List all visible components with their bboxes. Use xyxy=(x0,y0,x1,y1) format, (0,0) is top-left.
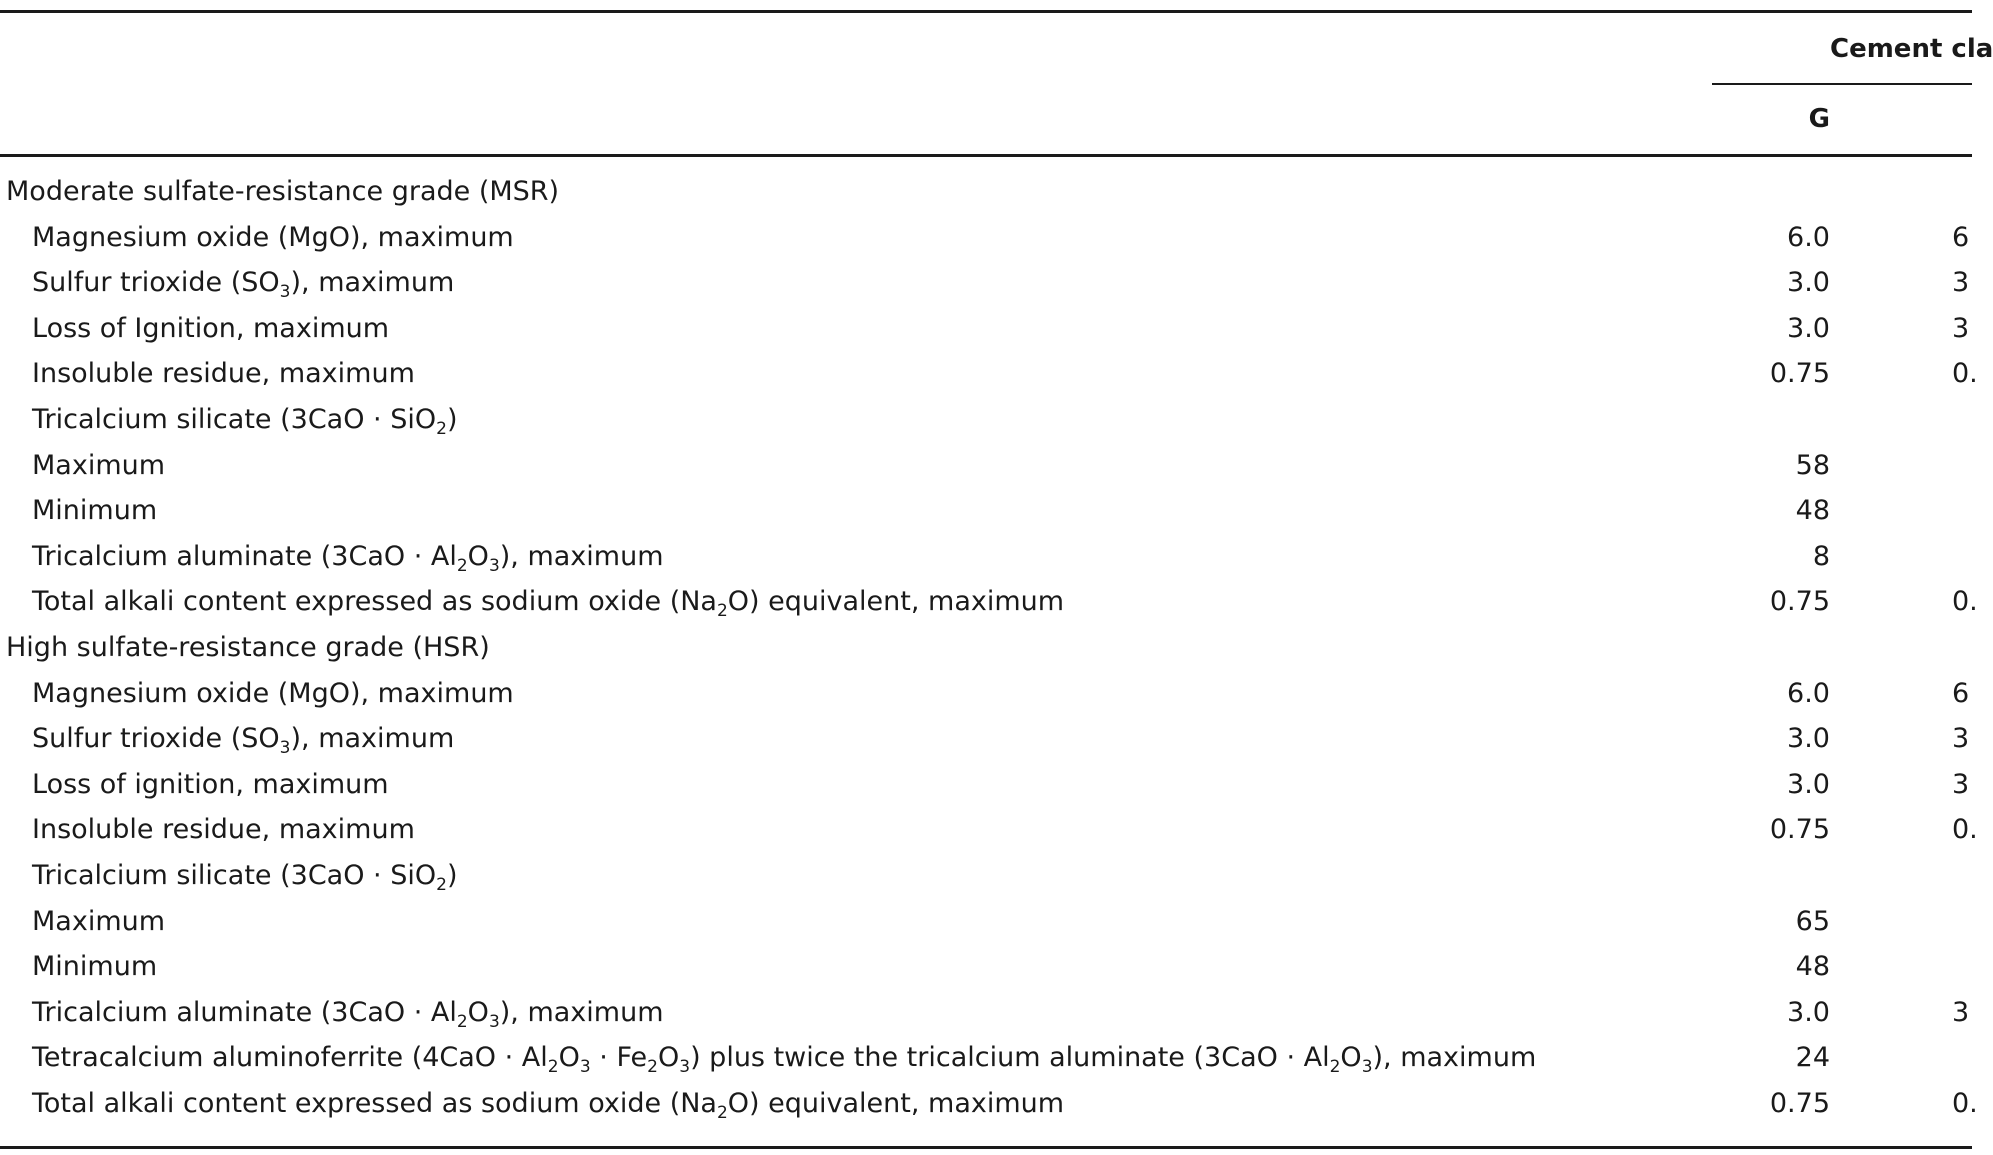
table-row xyxy=(0,715,1972,761)
row-label xyxy=(32,495,157,526)
table-row xyxy=(0,442,1972,488)
row-label-text: Tricalcium silicate (3CaO · SiO xyxy=(32,404,437,435)
table-top-rule xyxy=(0,10,1972,13)
row-label xyxy=(32,951,157,982)
row-label xyxy=(6,176,559,207)
row-label-subscript: 2 xyxy=(436,419,447,439)
row-label xyxy=(32,358,415,389)
value-g: 65 xyxy=(1795,905,1830,937)
row-label-text: Minimum xyxy=(32,495,158,527)
row-label-text: O xyxy=(467,996,489,1028)
row-label-subscript: 2 xyxy=(456,1011,468,1032)
row-label-subscript: 3 xyxy=(579,1057,591,1078)
value-g: 48 xyxy=(1795,951,1830,983)
table-group-row xyxy=(0,624,1972,670)
row-label-text: Tricalcium silicate (3CaO · SiO xyxy=(32,860,437,891)
table-row xyxy=(0,670,1972,716)
row-label xyxy=(32,450,165,481)
value-g: 48 xyxy=(1795,495,1830,527)
value-next-class: 0. xyxy=(1952,358,1978,390)
row-label-text: ), maximum xyxy=(290,267,455,299)
row-label-text: O) equivalent, maximum xyxy=(727,586,1065,618)
row-label-subscript: 2 xyxy=(456,555,468,576)
row-label-subscript: 2 xyxy=(716,601,728,622)
row-label-text: Magnesium oxide (MgO), maximum xyxy=(32,221,514,253)
table-row xyxy=(0,852,1972,898)
row-label-subscript: 3 xyxy=(1361,1057,1373,1078)
value-g: 0.75 xyxy=(1769,358,1830,390)
row-label xyxy=(32,678,514,709)
row-label-text: Loss of Ignition, maximum xyxy=(32,312,390,344)
row-label-text: Sulfur trioxide (SO xyxy=(32,723,280,755)
table-bottom-rule xyxy=(0,1146,1972,1149)
row-label-text: O xyxy=(657,1042,680,1074)
table-row xyxy=(0,305,1972,351)
column-header-g: G xyxy=(1808,104,1830,134)
table-row xyxy=(0,1080,1978,1126)
value-g: 3.0 xyxy=(1787,267,1830,299)
value-next-class: 0. xyxy=(1952,814,1978,846)
row-label-subscript: 2 xyxy=(1329,1057,1341,1078)
table-row xyxy=(0,943,1972,989)
table-row xyxy=(0,898,1972,944)
value-next-class: 3 xyxy=(1952,723,1970,755)
row-label-text: ), maximum xyxy=(499,540,664,572)
row-label-text: ), maximum xyxy=(290,723,455,755)
row-label-text: High sulfate-resistance grade (HSR) xyxy=(6,632,490,663)
value-next-class: 0. xyxy=(1952,1088,1978,1119)
row-label-subscript: 2 xyxy=(716,1103,728,1123)
table-row xyxy=(0,259,1972,305)
table-row xyxy=(0,533,1972,579)
row-label-text: Maximum xyxy=(32,905,166,937)
row-label xyxy=(32,586,1065,622)
row-label-text: Tetracalcium aluminoferrite (4CaO · Al xyxy=(32,1042,548,1074)
row-label-text: ) plus twice the tricalcium aluminate (3CaO · Al xyxy=(690,1042,1330,1074)
cement-class-group-header: Cement cla xyxy=(1830,34,1993,64)
row-label-text: Tricalcium aluminate (3CaO · Al xyxy=(32,996,457,1028)
row-label xyxy=(32,906,165,937)
value-next-class: 3 xyxy=(1952,768,1970,800)
header-bottom-rule xyxy=(0,154,1972,157)
value-next-class: 3 xyxy=(1952,312,1970,344)
row-label-text: O) equivalent, maximum xyxy=(727,1088,1065,1119)
table-row xyxy=(0,761,1972,807)
row-label-text: ) xyxy=(446,860,458,891)
row-label-subscript: 2 xyxy=(547,1057,559,1078)
row-label-subscript: 2 xyxy=(436,875,447,895)
value-g: 3.0 xyxy=(1787,312,1830,344)
row-label-subscript: 3 xyxy=(679,1057,691,1078)
row-label-subscript: 2 xyxy=(647,1057,658,1078)
value-g: 6.0 xyxy=(1787,677,1830,709)
row-label-subscript: 3 xyxy=(488,1011,500,1032)
value-g: 3.0 xyxy=(1787,768,1830,800)
row-label-text: Sulfur trioxide (SO xyxy=(32,267,280,299)
value-g: 0.75 xyxy=(1769,1088,1830,1119)
value-g: 0.75 xyxy=(1769,586,1830,618)
value-g: 8 xyxy=(1812,540,1830,572)
table-row xyxy=(0,989,1972,1035)
row-label-text: O xyxy=(1340,1042,1362,1074)
table-row xyxy=(0,1034,1972,1080)
table-row xyxy=(0,578,1978,624)
row-label xyxy=(32,267,455,303)
row-label xyxy=(32,540,664,576)
row-label-subscript: 3 xyxy=(488,555,500,576)
row-label-text: O xyxy=(467,540,489,572)
row-label xyxy=(32,996,664,1032)
value-next-class: 3 xyxy=(1952,996,1970,1028)
row-label xyxy=(32,814,415,845)
value-next-class: 6 xyxy=(1952,221,1970,253)
row-label xyxy=(32,222,514,253)
row-label-text: O xyxy=(558,1042,580,1074)
row-label xyxy=(32,860,458,895)
table-group-row xyxy=(0,168,1972,214)
row-label xyxy=(6,632,490,663)
row-label xyxy=(32,1042,1537,1078)
value-g: 6.0 xyxy=(1787,221,1830,253)
row-label-text: Total alkali content expressed as sodium oxide (Na xyxy=(32,586,717,618)
table-row xyxy=(0,806,1978,852)
row-label-text: Minimum xyxy=(32,951,158,983)
table-row xyxy=(0,487,1972,533)
row-label-text: · Fe xyxy=(590,1042,648,1074)
row-label-text: Maximum xyxy=(32,449,166,481)
row-label xyxy=(32,723,455,759)
table-row xyxy=(0,396,1972,442)
row-label-text: ) xyxy=(446,404,458,435)
row-label xyxy=(32,769,389,800)
row-label-subscript: 3 xyxy=(279,282,291,303)
row-label-text: Insoluble residue, maximum xyxy=(32,358,415,390)
value-g: 3.0 xyxy=(1787,723,1830,755)
value-g: 3.0 xyxy=(1787,996,1830,1028)
row-label-text: Loss of ignition, maximum xyxy=(32,768,389,800)
row-label-text: Moderate sulfate-resistance grade (MSR) xyxy=(6,176,560,207)
value-g: 24 xyxy=(1795,1042,1830,1074)
row-label xyxy=(32,313,389,344)
group-header-rule xyxy=(1712,83,1972,85)
row-label-text: Magnesium oxide (MgO), maximum xyxy=(32,677,514,709)
value-next-class: 3 xyxy=(1952,267,1970,299)
value-g: 0.75 xyxy=(1769,814,1830,846)
row-label-subscript: 3 xyxy=(279,738,291,759)
row-label-text: Total alkali content expressed as sodium oxide (Na xyxy=(32,1088,717,1119)
row-label-text: Tricalcium aluminate (3CaO · Al xyxy=(32,540,457,572)
value-next-class: 0. xyxy=(1952,586,1978,618)
row-label-text: ), maximum xyxy=(1372,1042,1537,1074)
row-label-text: Insoluble residue, maximum xyxy=(32,814,415,846)
table-row xyxy=(0,214,1972,260)
value-g: 58 xyxy=(1795,449,1830,481)
row-label xyxy=(32,1088,1065,1123)
row-label-text: ), maximum xyxy=(499,996,664,1028)
table-row xyxy=(0,350,1978,396)
value-next-class: 6 xyxy=(1952,677,1970,709)
row-label xyxy=(32,404,458,439)
